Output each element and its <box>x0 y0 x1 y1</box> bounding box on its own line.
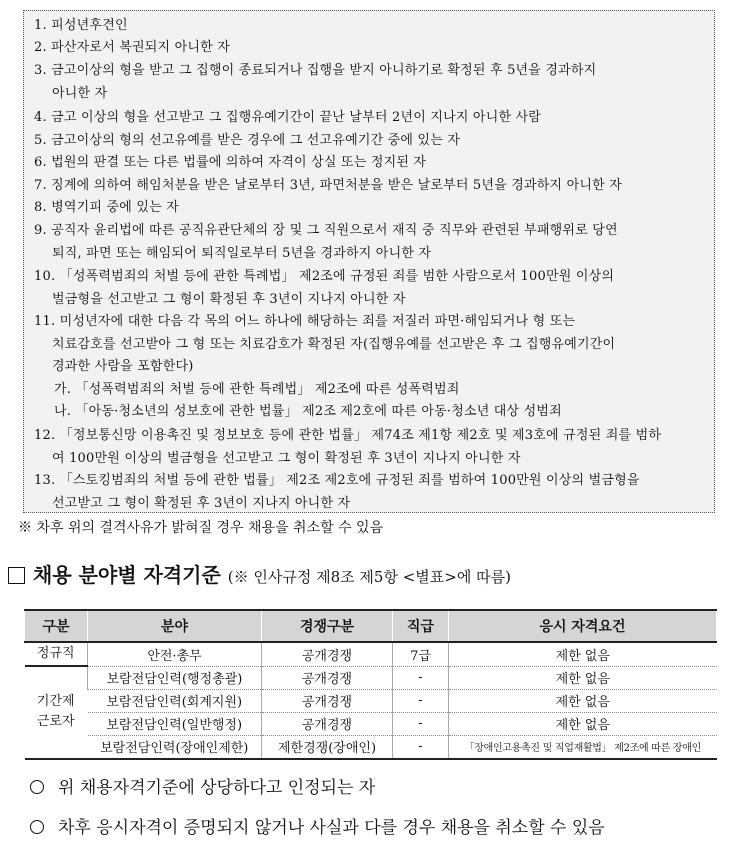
header-field: 분야 <box>88 610 262 642</box>
section-title: 채용 분야별 자격기준 <box>33 563 221 587</box>
cell-field: 보람전담인력(일반행정) <box>88 712 262 735</box>
item-number: 3. <box>34 63 47 78</box>
item-number: 4. <box>34 110 47 125</box>
cell-grade: - <box>393 689 449 712</box>
item-number: 11. <box>34 314 56 329</box>
item-text: 미성년자에 대한 다음 각 목의 어느 하나에 해당하는 죄를 저질러 파면·해임되거나 형 또는 <box>59 314 576 329</box>
cell-field: 보람전담인력(행정총괄) <box>88 666 262 689</box>
table-row <box>25 712 717 735</box>
item-text-continued: 퇴직, 파면 또는 해임되어 퇴직일로부터 5년을 경과하지 아니한 자 <box>52 245 432 261</box>
disqualification-item <box>34 37 708 60</box>
item-text: 공직자 윤리법에 따른 공직유관단체의 장 및 그 직원으로서 재직 중 직무와 관련된 부패행위로 당연 <box>51 223 618 238</box>
item-number: 12. <box>34 428 56 443</box>
footer-line <box>30 775 375 801</box>
cell-requirement: 「장애인고용촉진 및 직업재활법」 제2조에 따른 장애인 <box>449 735 717 759</box>
item-text: 금고이상의 형의 선고유예를 받은 경우에 그 선고유예기간 중에 있는 자 <box>51 133 461 148</box>
item-text: 법원의 판결 또는 다른 법률에 의하여 자격이 상실 또는 정지된 자 <box>51 155 427 170</box>
footer-text: 차후 응시자격이 증명되지 않거나 사실과 다를 경우 채용을 취소할 수 있음 <box>58 818 605 838</box>
group-contract: 기간제 근로자 <box>25 666 88 759</box>
cell-grade: - <box>393 735 449 759</box>
circle-bullet-icon <box>30 820 44 834</box>
checkbox-square-icon <box>8 567 25 584</box>
cell-requirement: 제한 없음 <box>449 666 717 689</box>
disqualification-item <box>34 130 708 153</box>
disqualification-note: ※ 차후 위의 결격사유가 밝혀질 경우 채용을 취소할 수 있음 <box>18 520 384 536</box>
disqualification-item <box>34 107 708 130</box>
table-row <box>25 642 717 666</box>
cell-field: 보람전담인력(장애인제한) <box>88 735 262 759</box>
disqualification-item <box>34 266 708 311</box>
footer-text: 위 채용자격기준에 상당하다고 인정되는 자 <box>58 778 376 798</box>
item-number: 8. <box>34 200 47 215</box>
header-competition: 경쟁구분 <box>262 610 393 642</box>
section-reference: (※ 인사규정 제8조 제5항 <별표>에 따름) <box>227 568 511 586</box>
disqualification-item <box>34 175 708 198</box>
table-row <box>25 689 717 712</box>
cell-competition: 공개경쟁 <box>262 712 393 735</box>
disqualification-item <box>34 15 708 38</box>
header-grade: 직급 <box>393 610 449 642</box>
item-text-continued: 아니한 자 <box>52 85 108 101</box>
item-text: 피성년후견인 <box>51 18 128 33</box>
item-text: 「스토킹범죄의 처벌 등에 관한 법률」 제2조 제2호에 규정된 죄를 범하여 100만원 이상의 벌금형을 <box>59 473 640 488</box>
item-number: 5. <box>34 133 47 148</box>
item-number: 2. <box>34 40 47 55</box>
table-row <box>25 735 717 759</box>
disqualification-item <box>34 311 708 424</box>
cell-requirement: 제한 없음 <box>449 689 717 712</box>
group-regular: 정규직 <box>25 642 88 666</box>
item-number: 10. <box>34 269 56 284</box>
cell-field: 안전·총무 <box>88 642 262 666</box>
item-text: 「정보통신망 이용촉진 및 정보보호 등에 관한 법률」 제74조 제1항 제2호 및 제3호에 규정된 죄를 범하 <box>59 428 662 443</box>
item-text-continued: 치료감호를 선고받아 그 형 또는 치료감호가 확정된 자(집행유예를 선고받은 후 그 집행유예기간이 <box>52 336 616 352</box>
item-text-continued: 경과한 사람을 포함한다) <box>52 359 194 374</box>
item-text: 징계에 의하여 해임처분을 받은 날로부터 3년, 파면처분을 받은 날로부터 5년을 경과하지 아니한 자 <box>51 178 622 193</box>
section-heading <box>8 560 511 592</box>
cell-requirement: 제한 없음 <box>449 712 717 735</box>
item-text-continued: 선고받고 그 형이 확정된 후 3년이 지나지 아니한 자 <box>52 495 351 511</box>
item-text: 병역기피 중에 있는 자 <box>51 200 179 215</box>
cell-competition: 공개경쟁 <box>262 642 393 666</box>
disqualification-item <box>34 60 708 105</box>
item-number: 13. <box>34 473 56 488</box>
item-number: 7. <box>34 178 47 193</box>
cell-competition: 제한경쟁(장애인) <box>262 735 393 759</box>
item-number: 1. <box>34 18 47 33</box>
header-category: 구분 <box>25 610 88 642</box>
sub-item: 나. 「아동·청소년의 성보호에 관한 법률」 제2조 제2호에 따른 아동·청소년 대상 성범죄 <box>54 404 562 419</box>
table-row <box>25 666 717 689</box>
disqualification-item <box>34 425 708 470</box>
footer-line <box>30 815 605 841</box>
item-text: 금고이상의 형을 받고 그 집행이 종료되거나 집행을 받지 아니하기로 확정된 후 5년을 경과하지 <box>51 63 597 78</box>
item-text: 파산자로서 복권되지 아니한 자 <box>51 40 231 55</box>
cell-competition: 공개경쟁 <box>262 666 393 689</box>
disqualification-item <box>34 220 708 265</box>
disqualification-item <box>34 152 708 175</box>
sub-item: 가. 「성폭력범죄의 처벌 등에 관한 특례법」 제2조에 따른 성폭력범죄 <box>54 381 460 397</box>
cell-competition: 공개경쟁 <box>262 689 393 712</box>
circle-bullet-icon <box>30 780 44 794</box>
item-text: 금고 이상의 형을 선고받고 그 집행유예기간이 끝난 날부터 2년이 지나지 아니한 사람 <box>51 110 542 125</box>
cell-requirement: 제한 없음 <box>449 642 717 666</box>
table-header-row <box>25 610 717 642</box>
cell-grade: - <box>393 666 449 689</box>
cell-grade: 7급 <box>393 642 449 666</box>
disqualification-item <box>34 470 708 515</box>
disqualification-item <box>34 197 708 220</box>
qualification-table <box>24 609 717 760</box>
disqualification-box <box>23 10 715 513</box>
item-text-continued: 벌금형을 선고받고 그 형이 확정된 후 3년이 지나지 아니한 자 <box>52 291 406 307</box>
cell-grade: - <box>393 712 449 735</box>
item-text: 「성폭력범죄의 처벌 등에 관한 특례법」 제2조에 규정된 죄를 범한 사람으로서 100만원 이상의 <box>59 269 615 284</box>
item-text-continued: 여 100만원 이상의 벌금형을 선고받고 그 형이 확정된 후 3년이 지나지 아니한 자 <box>52 450 521 466</box>
item-number: 6. <box>34 155 47 170</box>
item-number: 9. <box>34 223 47 238</box>
header-requirement: 응시 자격요건 <box>449 610 717 642</box>
cell-field: 보람전담인력(회계지원) <box>88 689 262 712</box>
